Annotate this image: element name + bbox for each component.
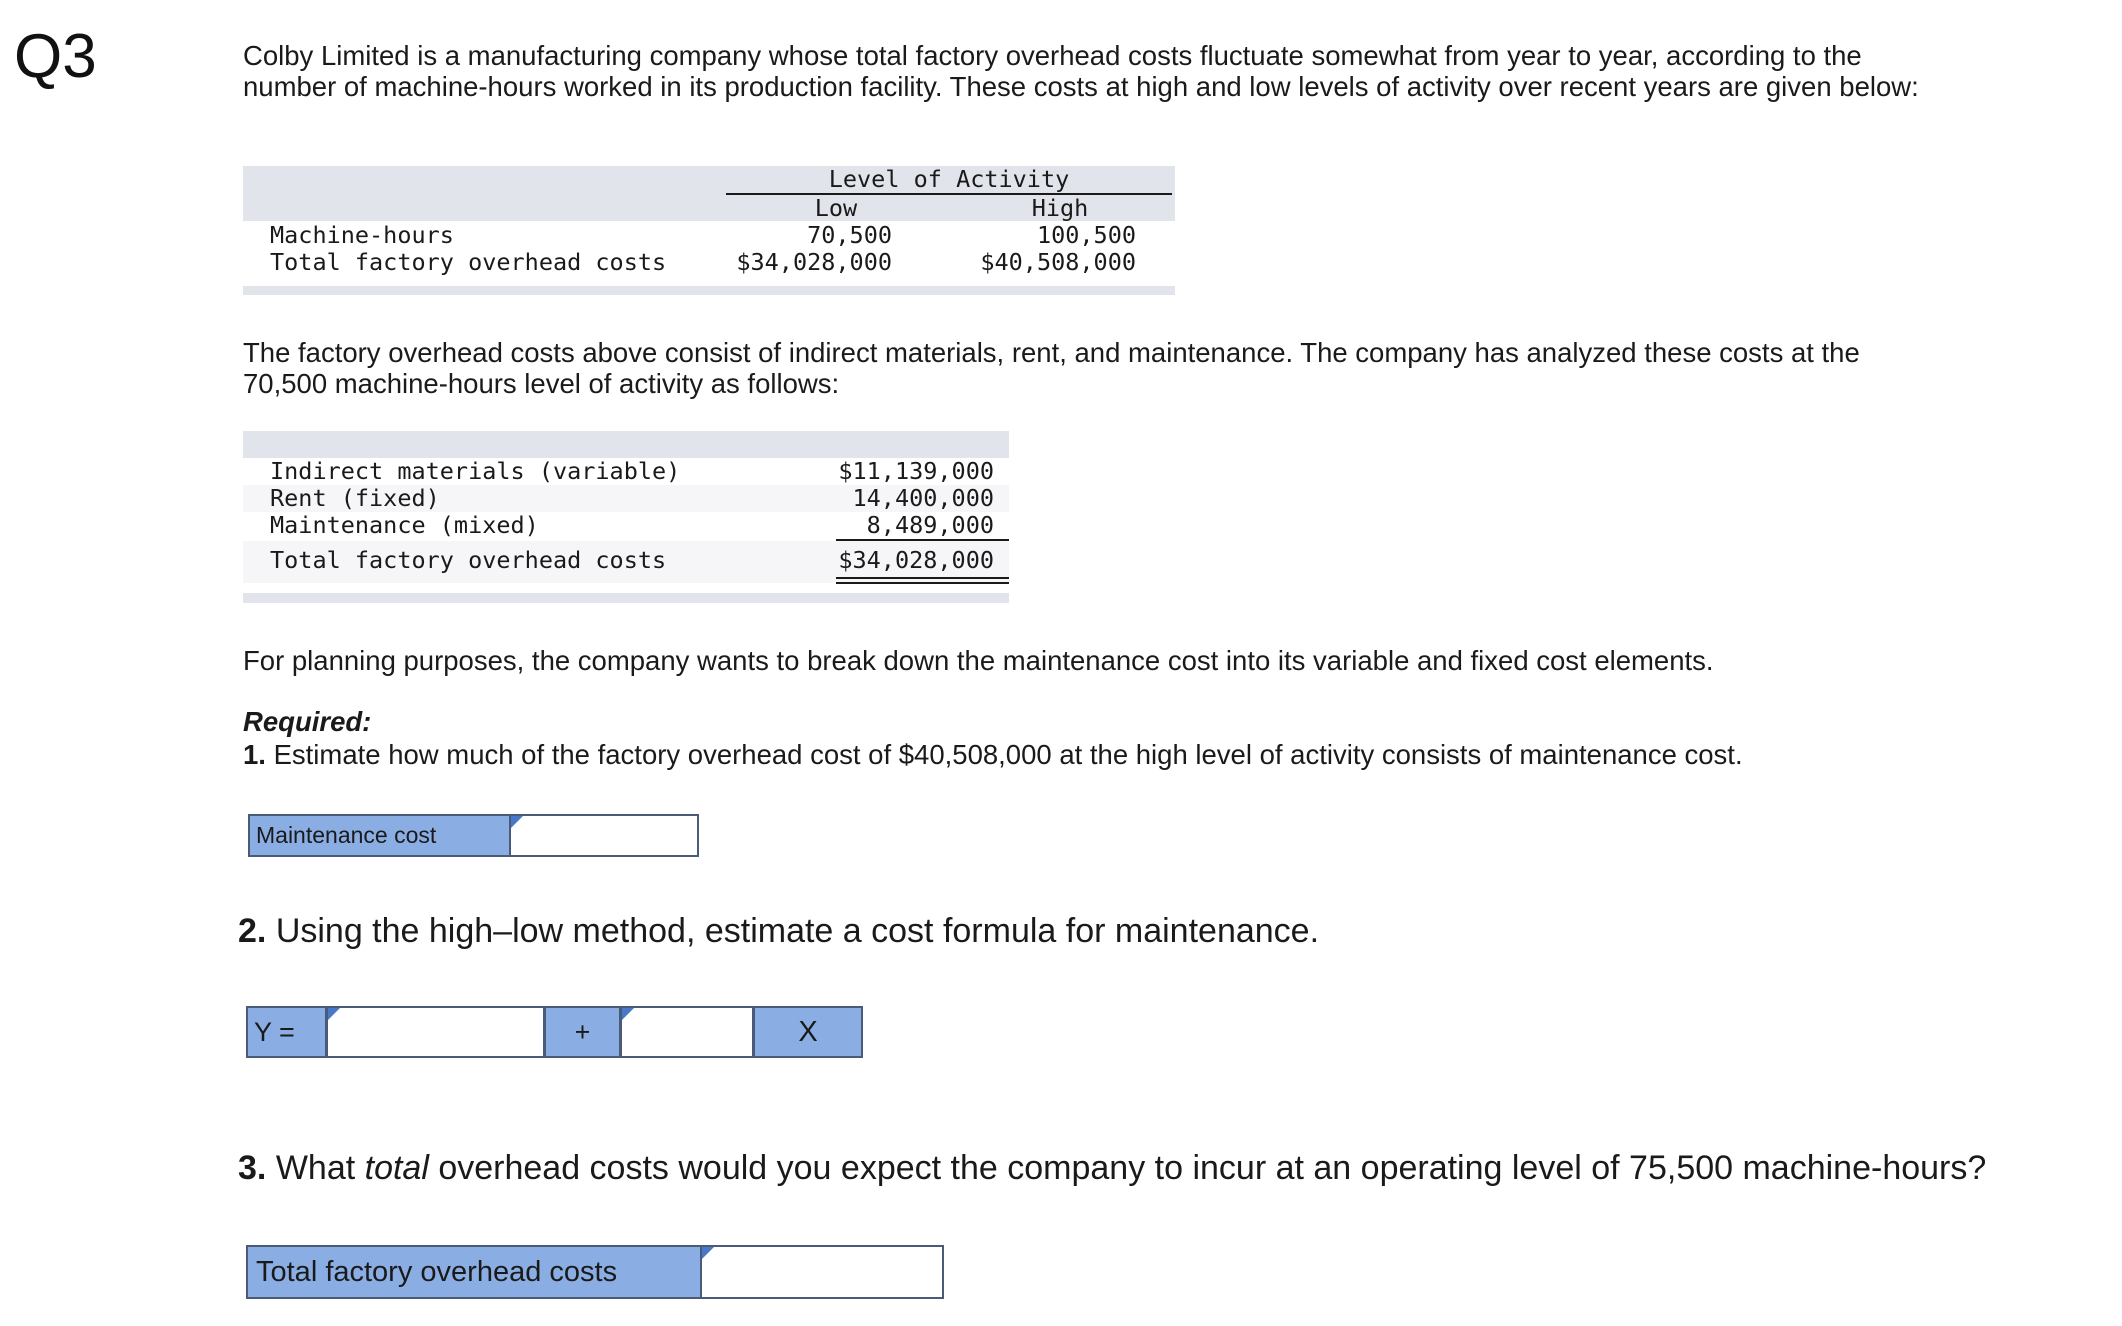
- x-label: X: [753, 1006, 863, 1058]
- col-high-header: High: [1031, 194, 1089, 222]
- input-marker-icon: [328, 1008, 340, 1020]
- question-3: [238, 1148, 1986, 1188]
- row-label: Total factory overhead costs: [270, 248, 667, 276]
- input-marker-icon: [702, 1247, 714, 1259]
- plus-label: +: [544, 1006, 621, 1058]
- row-label: Machine-hours: [270, 221, 454, 249]
- question-1-text: Estimate how much of the factory overhead cost of $40,508,000 at the high level of activity consists of maintenance cost.: [273, 739, 1743, 770]
- cost-row-value: 14,400,000: [852, 484, 994, 512]
- variable-rate-input[interactable]: [620, 1006, 754, 1058]
- question-number: Q3: [14, 22, 97, 91]
- question-3-text-after: overhead costs would you expect the company to incur at an operating level of 75,500 machine-hours?: [428, 1149, 1987, 1187]
- row-high-value: 100,500: [1036, 221, 1136, 249]
- analysis-paragraph: The factory overhead costs above consist of indirect materials, rent, and maintenance. The company has analyzed these costs at the 70,500 machine-hours level of activity as follows:: [243, 337, 1860, 399]
- input-marker-icon: [622, 1008, 634, 1020]
- cost-row-label: Rent (fixed): [270, 484, 440, 512]
- cost-row-value: 8,489,000: [866, 511, 994, 539]
- y-equals-label: Y =: [246, 1006, 327, 1058]
- activity-header: Level of Activity: [828, 165, 1070, 193]
- question-2-text: Using the high–low method, estimate a cost formula for maintenance.: [275, 912, 1320, 950]
- row-high-value: $40,508,000: [980, 248, 1136, 276]
- required-label: Required:: [243, 706, 372, 737]
- question-2: [238, 911, 1319, 951]
- cost-row-label: Maintenance (mixed): [270, 511, 539, 539]
- maintenance-cost-label: Maintenance cost: [248, 814, 511, 857]
- input-marker-icon: [511, 816, 523, 828]
- question-3-text-before: What: [275, 1149, 365, 1187]
- col-low-header: Low: [814, 194, 858, 222]
- total-overhead-input[interactable]: [700, 1245, 944, 1299]
- intro-paragraph: Colby Limited is a manufacturing company whose total factory overhead costs fluctuate somewhat from year to year, according to the number of machine-hours worked in its production facility. These costs at high and low levels of activity over recent years are given below:: [243, 40, 1919, 102]
- maintenance-cost-input[interactable]: [509, 814, 699, 857]
- question-3-emphasis: total: [364, 1149, 429, 1187]
- cost-row-label: Indirect materials (variable): [270, 457, 681, 485]
- question-2-number: 2.: [238, 912, 267, 950]
- row-low-value: 70,500: [807, 221, 892, 249]
- planning-paragraph: For planning purposes, the company wants to break down the maintenance cost into its variable and fixed cost elements.: [243, 645, 1714, 676]
- fixed-cost-input[interactable]: [326, 1006, 545, 1058]
- question-1: [243, 739, 1943, 770]
- question-3-number: 3.: [238, 1149, 267, 1187]
- cost-row-value: $11,139,000: [838, 457, 994, 485]
- cost-total-label: Total factory overhead costs: [270, 546, 667, 574]
- question-1-number: 1.: [243, 739, 266, 770]
- row-low-value: $34,028,000: [736, 248, 892, 276]
- total-overhead-label: Total factory overhead costs: [246, 1245, 702, 1299]
- cost-total-value: $34,028,000: [838, 546, 994, 574]
